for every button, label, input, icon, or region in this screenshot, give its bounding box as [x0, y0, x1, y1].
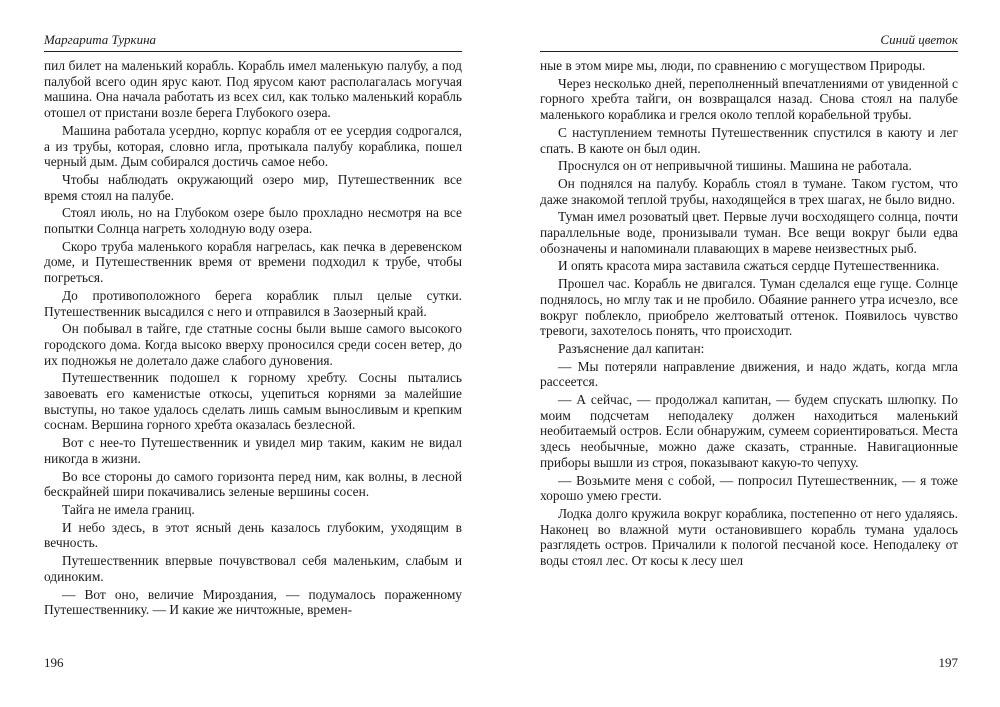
- running-head-author: Маргарита Туркина: [44, 32, 157, 47]
- paragraph: Туман имел розоватый цвет. Первые лучи восходящего солнца, почти параллельные воде, пронизывали туман. Все вещи вокруг были едва обозначены и напоминали плавающих в мареве неизвестных рыб.: [540, 209, 958, 256]
- page-number: 197: [938, 655, 958, 670]
- paragraph: Он поднялся на палубу. Корабль стоял в тумане. Таком густом, что даже знакомой теплой трубы, находящейся в трех шагах, не было видно.: [540, 175, 958, 207]
- paragraph: Он побывал в тайге, где статные сосны были выше самого высокого городского дома. Когда высоко вверху проносился среди сосен ветер, до их подножья не долетало даже слабого дуновения.: [44, 321, 462, 368]
- left-page: [44, 0, 462, 707]
- paragraph: — А сейчас, — продолжал капитан, — будем спускать шлюпку. По моим подсчетам неподалеку должен находиться маленький необитаемый остров. Если обнаружим, сумеем сориентироваться. Места здесь необычные, можно даже сказать, странные. Навигационные приборы вышли из строя, показывают какую-то чепуху.: [540, 392, 958, 470]
- paragraph: Проснулся он от непривычной тишины. Машина не работала.: [558, 158, 912, 174]
- paragraph: Во все стороны до самого горизонта перед ним, как волны, в лесной бескрайней шири покачивались зеленые вершины сосен.: [44, 468, 462, 500]
- paragraph: Путешественник впервые почувствовал себя маленьким, слабым и одиноким.: [44, 553, 462, 584]
- paragraph: Стоял июль, но на Глубоком озере было прохладно несмотря на все попытки Солнца нагреть холодную воду озера.: [44, 205, 462, 237]
- paragraph: С наступлением темноты Путешественник спустился в каюту и лег спать. В каюте он был один.: [540, 124, 958, 156]
- left-page-text: [44, 58, 462, 620]
- paragraph: До противоположного берега кораблик плыл целые сутки. Путешественник высадился с него и отправился в Заозерный край.: [44, 287, 462, 319]
- paragraph: — Мы потеряли направление движения, и надо ждать, когда мгла рассеется.: [540, 358, 958, 390]
- header-rule: [44, 51, 462, 52]
- paragraph: — Возьмите меня с собой, — попросил Путешественник, — я тоже хорошо умею грести.: [540, 472, 958, 504]
- paragraph: И опять красота мира заставила сжаться сердце Путешественника.: [558, 258, 940, 274]
- paragraph: Лодка долго кружила вокруг кораблика, постепенно от него удаляясь. Наконец во влажной мути остановившего корабль тумана удалось разглядеть остров. Причалили к пологой песчаной косе. Неподалеку от воды стоял лес. От косы к лесу шел: [540, 505, 958, 569]
- running-head-title: Синий цветок: [880, 32, 958, 47]
- paragraph: ные в этом мире мы, люди, по сравнению с могуществом Природы.: [540, 58, 926, 73]
- paragraph: Машина работала усердно, корпус корабля от ее усердия содрогался, а из трубы, которая, словно игла, протыкала палубу кораблика, пошел черный дым. Дым собирался достичь самое небо.: [44, 122, 462, 170]
- paragraph: Скоро труба маленького корабля нагрелась, как печка в деревенском доме, и Путешественник время от времени подходил к трубе, чтобы погреться.: [44, 238, 462, 286]
- paragraph: Чтобы наблюдать окружающий озеро мир, Путешественник все время стоял на палубе.: [44, 171, 462, 203]
- paragraph: Через несколько дней, переполненный впечатлениями от увиденной с горного хребта тайги, он возвращался назад. Снова стоял на палубе маленького кораблика и грелся около теплой корабельной трубы.: [540, 75, 958, 123]
- paragraph: И небо здесь, в этот ясный день казалось глубоким, уходящим в вечность.: [44, 519, 462, 551]
- paragraph: Тайга не имела границ.: [62, 501, 195, 517]
- paragraph: Прошел час. Корабль не двигался. Туман сделался еще гуще. Солнце поднялось, но мглу так и не пробило. Обаяние раннего утра исчезло, все вокруг поблекло, приобрело желтоватый оттенок. Появилось чувство тревоги, захотелось понять, что происходит.: [540, 276, 958, 339]
- paragraph: Разъяснение дал капитан:: [558, 340, 705, 356]
- right-page-text: [540, 58, 958, 571]
- page-number: 196: [44, 655, 64, 670]
- header-rule: [540, 51, 958, 52]
- paragraph: Путешественник подошел к горному хребту. Сосны пытались завоевать его каменистые откосы, уцепиться корнями за малейшие выступы, но такое удалось сделать лишь самым выносливым и крепким соснам. Вершина горного хребта оказалась безлесной.: [44, 370, 462, 433]
- paragraph: — Вот оно, величие Мироздания, — подумалось пораженному Путешественнику. — И какие же ничтожные, времен-: [44, 586, 462, 618]
- paragraph: Вот с нее-то Путешественник и увидел мир таким, каким не видал никогда в жизни.: [44, 435, 462, 466]
- right-page: [540, 0, 958, 707]
- paragraph: пил билет на маленький корабль. Корабль имел маленькую палубу, а под палубой всего один ярус кают. Под ярусом кают располагалась могучая машина. Она начала работать из всех сил, как только маленький корабль отошел от пристани возле берега Глубокого озера.: [44, 58, 462, 121]
